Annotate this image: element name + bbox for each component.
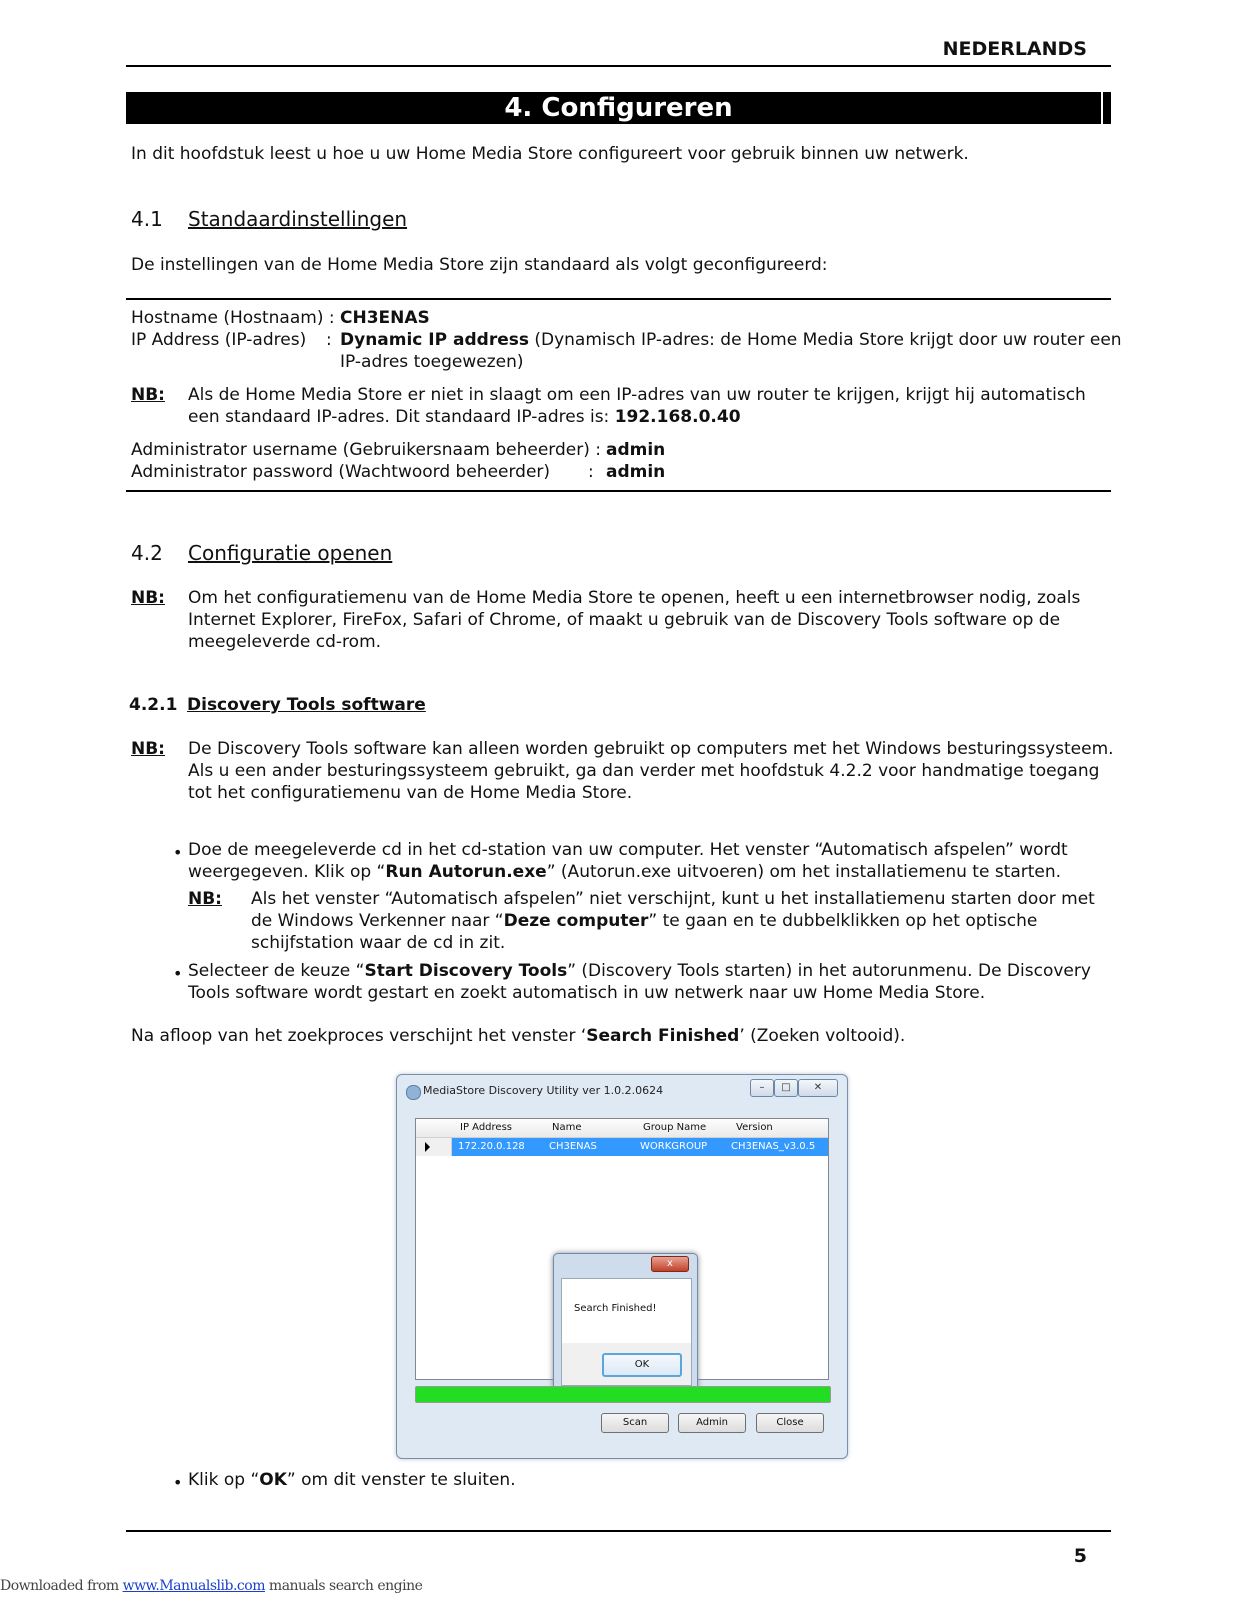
bullet2-text-cont: ” (Discovery Tools starten) in het autorunmenu. De Discovery bbox=[567, 961, 1091, 981]
app-icon bbox=[406, 1085, 421, 1100]
intro-text: In dit hoofdstuk leest u hoe u uw Home Media Store configureert voor gebruik binnen uw netwerk. bbox=[131, 144, 969, 164]
section-heading-4-1 bbox=[131, 207, 407, 231]
cell-ip: 172.20.0.128 bbox=[458, 1141, 525, 1152]
dialog-body bbox=[561, 1278, 692, 1386]
ip-label: IP Address (IP-adres) bbox=[131, 330, 307, 350]
bullet2-text: Selecteer de keuze “ bbox=[188, 961, 365, 981]
section-heading-4-2-1 bbox=[129, 695, 426, 715]
nb-label: NB: bbox=[131, 588, 165, 608]
nb-label: NB: bbox=[188, 889, 222, 909]
admin-password-value: admin bbox=[606, 462, 666, 482]
search-finished-dialog bbox=[553, 1253, 698, 1393]
progress-bar bbox=[415, 1386, 831, 1403]
column-header[interactable]: Name bbox=[552, 1122, 582, 1133]
admin-username-value: admin bbox=[606, 440, 666, 460]
scan-button[interactable]: Scan bbox=[601, 1413, 669, 1433]
bullet1-nb-line3: schijfstation waar de cd in zit. bbox=[251, 933, 506, 953]
row-arrow-icon bbox=[425, 1142, 430, 1152]
bullet-2: • bbox=[173, 964, 183, 983]
nb-label: NB: bbox=[131, 739, 165, 759]
final-text: Klik op “ bbox=[188, 1470, 260, 1490]
section-title: Configuratie openen bbox=[188, 541, 393, 565]
table-top-rule bbox=[126, 298, 1111, 300]
maximize-icon[interactable]: □ bbox=[774, 1079, 798, 1097]
device-grid[interactable] bbox=[415, 1118, 829, 1380]
section-title: Standaardinstellingen bbox=[188, 207, 408, 231]
language-label: NEDERLANDS bbox=[942, 38, 1087, 60]
bullet-3: • bbox=[173, 1473, 183, 1492]
download-footer bbox=[0, 1578, 422, 1594]
bullet2-line2: Tools software wordt gestart en zoekt automatisch in uw netwerk naar uw Home Media Store. bbox=[188, 983, 986, 1003]
admin-button[interactable]: Admin bbox=[678, 1413, 746, 1433]
close-icon[interactable]: ✕ bbox=[798, 1079, 838, 1097]
deze-computer-label: Deze computer bbox=[503, 911, 649, 931]
bullet1-text-cont: ” (Autorun.exe uitvoeren) om het installatiemenu te starten. bbox=[546, 862, 1062, 882]
nb-line2: Internet Explorer, FireFox, Safari of Chrome, of maakt u gebruik van de Discovery Tools software op de bbox=[188, 610, 1061, 630]
bullet1-nb-line2 bbox=[251, 910, 1037, 932]
section-heading-4-2 bbox=[131, 541, 392, 565]
bullet1-nb-text-cont: ” te gaan en te dubbelklikken op het optische bbox=[648, 911, 1038, 931]
cell-name: CH3ENAS bbox=[549, 1141, 597, 1152]
manualslib-link[interactable]: www.Manualslib.com bbox=[122, 1578, 265, 1594]
section-number: 4.2 bbox=[131, 541, 163, 565]
bullet1-text: weergegeven. Klik op “ bbox=[188, 862, 386, 882]
footer-rule bbox=[126, 1530, 1111, 1532]
discovery-utility-window bbox=[396, 1074, 848, 1459]
section-number: 4.2.1 bbox=[129, 695, 178, 715]
run-autorun-label: Run Autorun.exe bbox=[385, 862, 547, 882]
default-ip: 192.168.0.40 bbox=[614, 407, 741, 427]
ip-description-cont: IP-adres toegewezen) bbox=[340, 352, 524, 372]
nb-line1: De Discovery Tools software kan alleen worden gebruikt op computers met het Windows besturingssysteem. bbox=[188, 739, 1114, 759]
dialog-message: Search Finished! bbox=[574, 1303, 657, 1314]
admin-password-colon: : bbox=[588, 462, 594, 482]
nb-line2: Als u een ander besturingssysteem gebruikt, ga dan verder met hoofdstuk 4.2.2 voor handmatige toegang bbox=[188, 761, 1100, 781]
after-search-text bbox=[131, 1025, 905, 1047]
bullet2-line1 bbox=[188, 960, 1091, 982]
cell-group: WORKGROUP bbox=[640, 1141, 708, 1152]
cell-version: CH3ENAS_v3.0.5 bbox=[731, 1141, 816, 1152]
header-rule bbox=[126, 65, 1111, 67]
bullet1-nb-line1: Als het venster “Automatisch afspelen” niet verschijnt, kunt u het installatiemenu starten door met bbox=[251, 889, 1095, 909]
bullet1-nb-text: de Windows Verkenner naar “ bbox=[251, 911, 504, 931]
admin-password-label: Administrator password (Wachtwoord beheerder) bbox=[131, 462, 551, 482]
after-text: Na afloop van het zoekproces verschijnt het venster ‘ bbox=[131, 1026, 587, 1046]
column-header[interactable]: IP Address bbox=[460, 1122, 512, 1133]
row-selector[interactable] bbox=[416, 1138, 452, 1156]
close-button[interactable]: Close bbox=[756, 1413, 824, 1433]
dialog-close-icon[interactable]: x bbox=[651, 1256, 689, 1272]
column-header[interactable]: Group Name bbox=[643, 1122, 707, 1133]
table-row[interactable] bbox=[452, 1138, 828, 1156]
ok-label: OK bbox=[259, 1470, 287, 1490]
ok-button[interactable]: OK bbox=[602, 1353, 682, 1377]
hostname-value: CH3ENAS bbox=[340, 308, 430, 328]
after-text-cont: ’ (Zoeken voltooid). bbox=[739, 1026, 906, 1046]
nb-label: NB: bbox=[131, 385, 165, 405]
nb-line1: Om het configuratiemenu van de Home Media Store te openen, heeft u een internetbrowser nodig, zoals bbox=[188, 588, 1081, 608]
section-title: Discovery Tools software bbox=[187, 695, 426, 715]
final-instruction bbox=[188, 1469, 516, 1491]
window-title: MediaStore Discovery Utility ver 1.0.2.0624 bbox=[423, 1084, 664, 1097]
defaults-lead: De instellingen van de Home Media Store zijn standaard als volgt geconfigureerd: bbox=[131, 255, 828, 275]
page-number: 5 bbox=[1073, 1545, 1087, 1567]
grid-header bbox=[416, 1119, 828, 1138]
search-finished-label: Search Finished bbox=[586, 1026, 740, 1046]
ip-line bbox=[340, 329, 1122, 351]
ip-colon: : bbox=[326, 330, 332, 350]
bullet-1: • bbox=[173, 843, 183, 862]
minimize-icon[interactable]: – bbox=[750, 1079, 774, 1097]
hostname-label: Hostname (Hostnaam) : bbox=[131, 308, 335, 328]
column-header[interactable]: Version bbox=[736, 1122, 773, 1133]
section-number: 4.1 bbox=[131, 207, 163, 231]
admin-username-label: Administrator username (Gebruikersnaam beheerder) : bbox=[131, 440, 601, 460]
bullet1-line1: Doe de meegeleverde cd in het cd-station van uw computer. Het venster “Automatisch afspelen” wordt bbox=[188, 840, 1068, 860]
chapter-title: 4. Configureren bbox=[126, 92, 1111, 124]
nb-text: een standaard IP-adres. Dit standaard IP-adres is: bbox=[188, 407, 615, 427]
nb-text-line1: Als de Home Media Store er niet in slaagt om een IP-adres van uw router te krijgen, krijgt hij automatisch bbox=[188, 385, 1086, 405]
table-bottom-rule bbox=[126, 490, 1111, 492]
nb-line3: meegeleverde cd-rom. bbox=[188, 632, 382, 652]
nb-text-line2 bbox=[188, 406, 741, 428]
start-discovery-label: Start Discovery Tools bbox=[364, 961, 568, 981]
bullet1-line2 bbox=[188, 861, 1061, 883]
footer-suffix: manuals search engine bbox=[264, 1578, 423, 1594]
ip-description: (Dynamisch IP-adres: de Home Media Store krijgt door uw router een bbox=[528, 330, 1122, 350]
ip-value: Dynamic IP address bbox=[340, 330, 529, 350]
nb-line3: tot het configuratiemenu van de Home Media Store. bbox=[188, 783, 633, 803]
final-text-cont: ” om dit venster te sluiten. bbox=[286, 1470, 516, 1490]
footer-prefix: Downloaded from bbox=[0, 1578, 123, 1594]
